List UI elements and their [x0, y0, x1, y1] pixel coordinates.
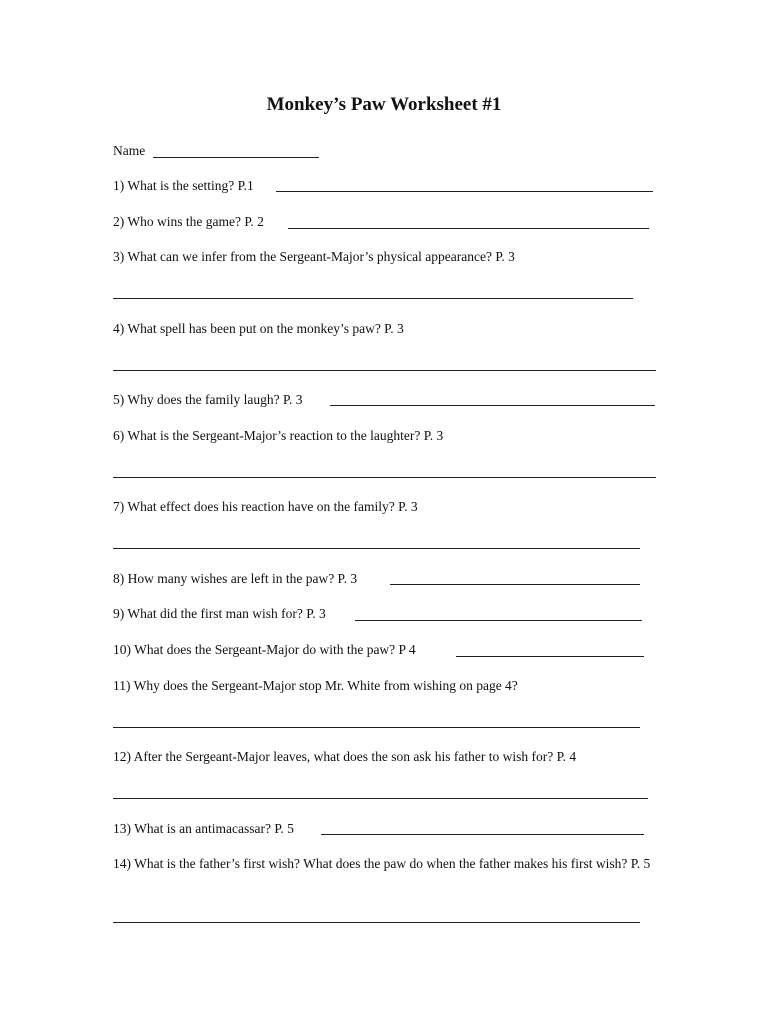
answer-line-13[interactable]: [321, 834, 644, 835]
question-8: 8) How many wishes are left in the paw? P. 3: [113, 571, 358, 586]
question-9: 9) What did the first man wish for? P. 3: [113, 606, 326, 621]
answer-line-14[interactable]: [113, 922, 640, 923]
answer-line-2[interactable]: [288, 228, 649, 229]
name-label: Name: [113, 143, 146, 158]
question-2: 2) Who wins the game? P. 2: [113, 214, 264, 229]
question-13: 13) What is an antimacassar? P. 5: [113, 821, 294, 836]
question-3: 3) What can we infer from the Sergeant-Major’s physical appearance? P. 3: [113, 249, 515, 264]
answer-line-9[interactable]: [355, 620, 642, 621]
question-14: 14) What is the father’s first wish? What does the paw do when the father makes his first wish? P. 5: [113, 856, 651, 871]
answer-line-11[interactable]: [113, 727, 640, 728]
answer-line-3[interactable]: [113, 298, 633, 299]
answer-line-4[interactable]: [113, 370, 656, 371]
answer-line-7[interactable]: [113, 548, 640, 549]
question-10: 10) What does the Sergeant-Major do with the paw? P 4: [113, 642, 416, 657]
question-12: 12) After the Sergeant-Major leaves, what does the son ask his father to wish for? P. 4: [113, 749, 577, 764]
answer-line-8[interactable]: [390, 584, 640, 585]
question-1: 1) What is the setting? P.1: [113, 178, 254, 193]
question-7: 7) What effect does his reaction have on the family? P. 3: [113, 499, 418, 514]
question-5: 5) Why does the family laugh? P. 3: [113, 392, 303, 407]
answer-line-6[interactable]: [113, 477, 656, 478]
question-6: 6) What is the Sergeant-Major’s reaction to the laughter? P. 3: [113, 428, 444, 443]
answer-line-10[interactable]: [456, 656, 644, 657]
name-answer-line[interactable]: [153, 157, 319, 158]
question-4: 4) What spell has been put on the monkey’s paw? P. 3: [113, 321, 404, 336]
answer-line-12[interactable]: [113, 798, 648, 799]
worksheet-title: Monkey’s Paw Worksheet #1: [266, 94, 502, 115]
answer-line-1[interactable]: [276, 191, 653, 192]
answer-line-5[interactable]: [330, 405, 655, 406]
question-11: 11) Why does the Sergeant-Major stop Mr. White from wishing on page 4?: [113, 678, 518, 693]
